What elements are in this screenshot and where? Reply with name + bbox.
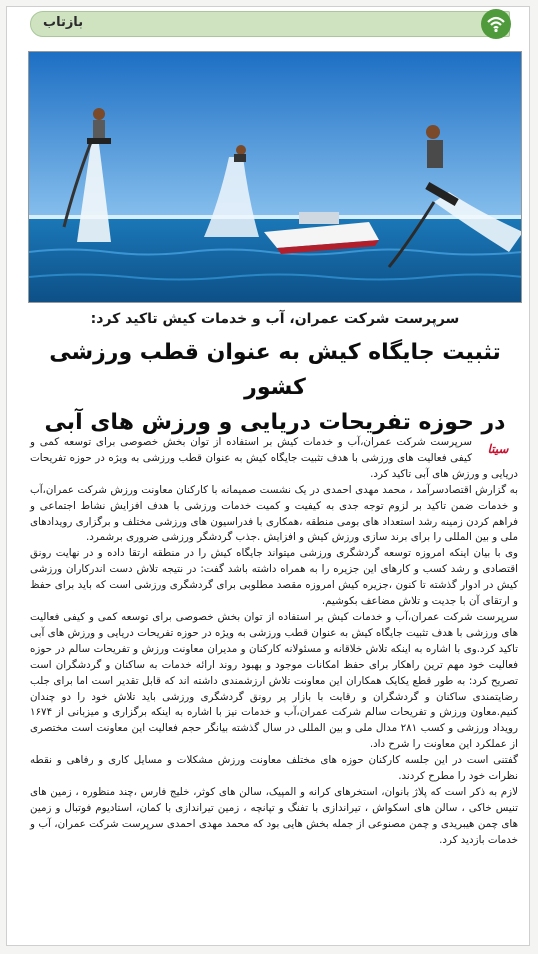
paragraph: لازم به ذکر است که پلاژ بانوان، استخرهای کرانه و المپیک، سالن های کوثر، خلیج فارس ،چند منظوره ، زمین های تنیس خاکی ، سالن های اسکواش ، تیراندازی با تفنگ و تپانچه ، زمین تیراندازی با کمان، استادیوم فوتبال و زمین های چمن هیبریدی و چمن مصنوعی از جمله بخش هایی بود که محمد مهدی احمدی سرپرست شرکت عمران، آب و خدمات بازدید کرد. <box>30 785 518 846</box>
source-logo: سیتا <box>487 442 509 456</box>
section-header <box>30 11 510 37</box>
newspaper-page <box>6 6 530 946</box>
article-headline <box>27 335 523 440</box>
paragraph: سرپرست شرکت عمران،آب و خدمات کیش بر استفاده از توان بخش خصوصی برای توسعه کمی و کیفی فعالیت های ورزشی با هدف تثبیت جایگاه کیش به عنوان قطب ورزشی به ویژه در حوزه تفریحات دریایی و ورزش های آبی تاکید کرد. <box>30 436 518 480</box>
paragraph: گفتنی است در این جلسه کارکنان حوزه های مختلف معاونت ورزش مشکلات و مسایل کاری و رفاهی و نقطه نظرات خود را مطرح کردند. <box>30 754 518 783</box>
article-body <box>30 435 518 849</box>
paragraph: سرپرست شرکت عمران،آب و خدمات کیش بر استفاده از توان بخش خصوصی برای توسعه کمی و کیفی فعالیت های ورزشی با هدف تثبیت جایگاه کیش به عنوان قطب ورزشی به ویژه در حوزه تفریحات دریایی و ورزش های آبی تاکید کرد.وی با اشاره به اینکه تلاش خلاقانه و مسئولانه کارکنان و مدیران معاونت ورزش و تفریحات سالم در حوزه فعالیت خود مهم ترین راهکار برای حفظ امکانات موجود و بهبود روند ارائه خدمات به ساکنان و گردشگران است تصریح کرد: به طور قطع یکایک همکاران این معاونت تلاش ارزشمندی داشته اند که قابل تقدیر است اما برای جلب رضایتمندی ساکنان و گردشگران و رقابت با بازار پر رونق گردشگری ورزشی باید تلاش خود را دو چندان کنیم.معاون ورزش و تفریحات سالم شرکت عمران،آب و خدمات نیز با اشاره به اینکه برگزاری و میزبانی از ۱۶۷۴ رویداد ورزشی و کسب ۲۸۱ مدال ملی و بین المللی در سال گذشته بیانگر حجم فعالیت این معاونت است مختصری از عملکرد این معاونت را شرح داد. <box>30 610 518 751</box>
article-kicker: سرپرست شرکت عمران، آب و خدمات کیش تاکید کرد: <box>90 311 460 327</box>
section-title: بازتاب <box>43 15 84 30</box>
paragraph: به گزارش اقتصادسرآمد ، محمد مهدی احمدی در یک نشست صمیمانه با کارکنان معاونت ورزش شرکت عمران،آب و خدمات ضمن تاکید بر لزوم توجه جدی به کیفیت و کمیت خدمات ورزشی با هدف افزایش نشاط اجتماعی و فراهم کردن زمینه رشد استعداد های بومی منطقه ،همکاری با فدراسیون های ورزشی مختلف و برگزاری رویدادهای ملی و بین المللی را برای برند سازی ورزش کیش و افزایش .جذب گردشگر ورزشی ضروری برشمرد. <box>30 483 518 544</box>
flyboard-photo <box>28 51 522 303</box>
wifi-icon <box>481 9 511 39</box>
paragraph: وی با بیان اینکه امروزه توسعه گردشگری ورزشی میتواند جایگاه کیش را در منطقه ارتقا داده و در نهایت رونق اقتصادی و رشد کسب و کارهای این جزیره را به همراه داشته باشد گفت: در نتیجه تلاش دست اندرکاران ورزشی کیش در ادوار گذشته تا کنون ،جزیره کیش امروزه مقصد مطلوبی برای گردشگری ورزشی است که باید برای حفظ و ارتقای آن با جدیت و تلاش مضاعف بکوشیم. <box>30 547 518 608</box>
headline-line-1: تثبیت جایگاه کیش به عنوان قطب ورزشی کشور <box>49 340 501 400</box>
headline-line-2: در حوزه تفریحات دریایی و ورزش های آبی <box>44 410 506 435</box>
